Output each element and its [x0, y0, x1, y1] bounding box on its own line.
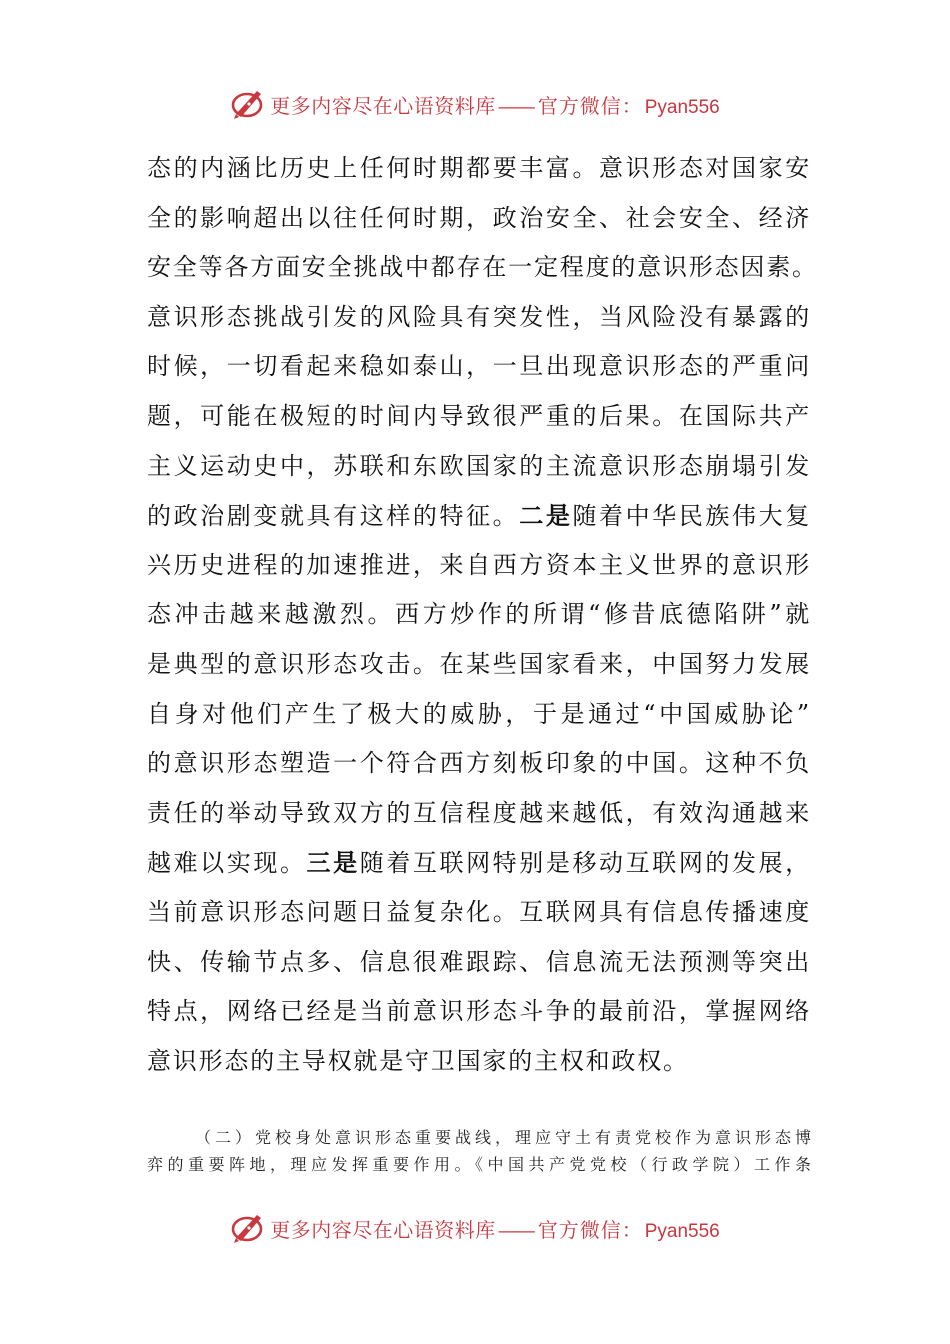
body-line: 兴历史进程的加速推进，来自西方资本主义世界的意识形: [147, 550, 811, 579]
body-line: 当前意识形态问题日益复杂化。互联网具有信息传播速度: [147, 897, 811, 926]
footer-wechat-label: 官方微信：: [537, 1217, 643, 1242]
header-banner-dash: ——: [497, 93, 534, 118]
body-line-with-bold: [147, 491, 811, 541]
body-text: [147, 144, 818, 1086]
header-wechat-id: Pyan556: [644, 96, 720, 118]
body-text-segment: 随着中华民族伟大复: [572, 502, 811, 531]
body-line: 态的内涵比历史上任何时期都要丰富。意识形态对国家安: [147, 154, 811, 182]
section-heading-paragraph: [147, 1124, 811, 1178]
body-line: 责任的举动导致双方的互信程度越来越低，有效沟通越来: [147, 798, 811, 827]
header-banner-content: [230, 87, 720, 121]
pen-logo-icon: [230, 1211, 266, 1245]
body-line-with-bold: [147, 838, 811, 888]
body-line: 自身对他们产生了极大的威胁，于是通过“中国威胁论”: [147, 699, 811, 728]
footer-banner-slogan: 更多内容尽在心语资料库: [270, 1217, 496, 1242]
section-line: 弈的重要阵地，理应发挥重要作用。《中国共产党党校（行政学院）工作条: [147, 1155, 811, 1174]
header-banner-text: [270, 90, 720, 119]
body-line: 快、传输节点多、信息很难跟踪、信息流无法预测等突出: [147, 947, 811, 976]
body-line: 时候，一切看起来稳如泰山，一旦出现意识形态的严重问: [147, 352, 811, 381]
header-banner: [0, 84, 950, 124]
body-line: 意识形态的主导权就是守卫国家的主权和政权。: [147, 1046, 689, 1075]
body-line: 态冲击越来越激烈。西方炒作的所谓“修昔底德陷阱”就: [147, 600, 811, 629]
body-line: 题，可能在极短的时间内导致很严重的后果。在国际共产: [147, 401, 811, 430]
body-line: 安全等各方面安全挑战中都存在一定程度的意识形态因素。: [147, 253, 818, 282]
body-line: 的意识形态塑造一个符合西方刻板印象的中国。这种不负: [147, 749, 811, 778]
body-line: 全的影响超出以往任何时期，政治安全、社会安全、经济: [147, 203, 811, 232]
section-line: （二）党校身处意识形态重要战线，理应守土有责党校作为意识形态博: [195, 1128, 811, 1147]
emphasis-erShi: 二是: [519, 501, 573, 531]
body-line: 意识形态挑战引发的风险具有突发性，当风险没有暴露的: [147, 302, 811, 331]
footer-banner-content: [230, 1211, 720, 1245]
header-banner-slogan: 更多内容尽在心语资料库: [270, 93, 496, 118]
body-line: 特点，网络已经是当前意识形态斗争的最前沿，掌握网络: [147, 997, 811, 1026]
footer-wechat-id: Pyan556: [644, 1220, 720, 1242]
body-text-segment: 随着互联网特别是移动互联网的发展，: [359, 849, 811, 878]
header-wechat-label: 官方微信：: [537, 93, 643, 118]
body-line: 是典型的意识形态攻击。在某些国家看来，中国努力发展: [147, 649, 811, 678]
body-text-segment: 越难以实现。: [147, 849, 307, 878]
footer-banner: [0, 1208, 950, 1248]
body-line: 主义运动史中，苏联和东欧国家的主流意识形态崩塌引发: [147, 451, 811, 480]
body-text-segment: 的政治剧变就具有这样的特征。: [147, 502, 520, 531]
emphasis-sanShi: 三是: [306, 848, 360, 878]
pen-logo-icon: [230, 87, 266, 121]
footer-banner-text: [270, 1214, 720, 1243]
footer-banner-dash: ——: [497, 1217, 534, 1242]
